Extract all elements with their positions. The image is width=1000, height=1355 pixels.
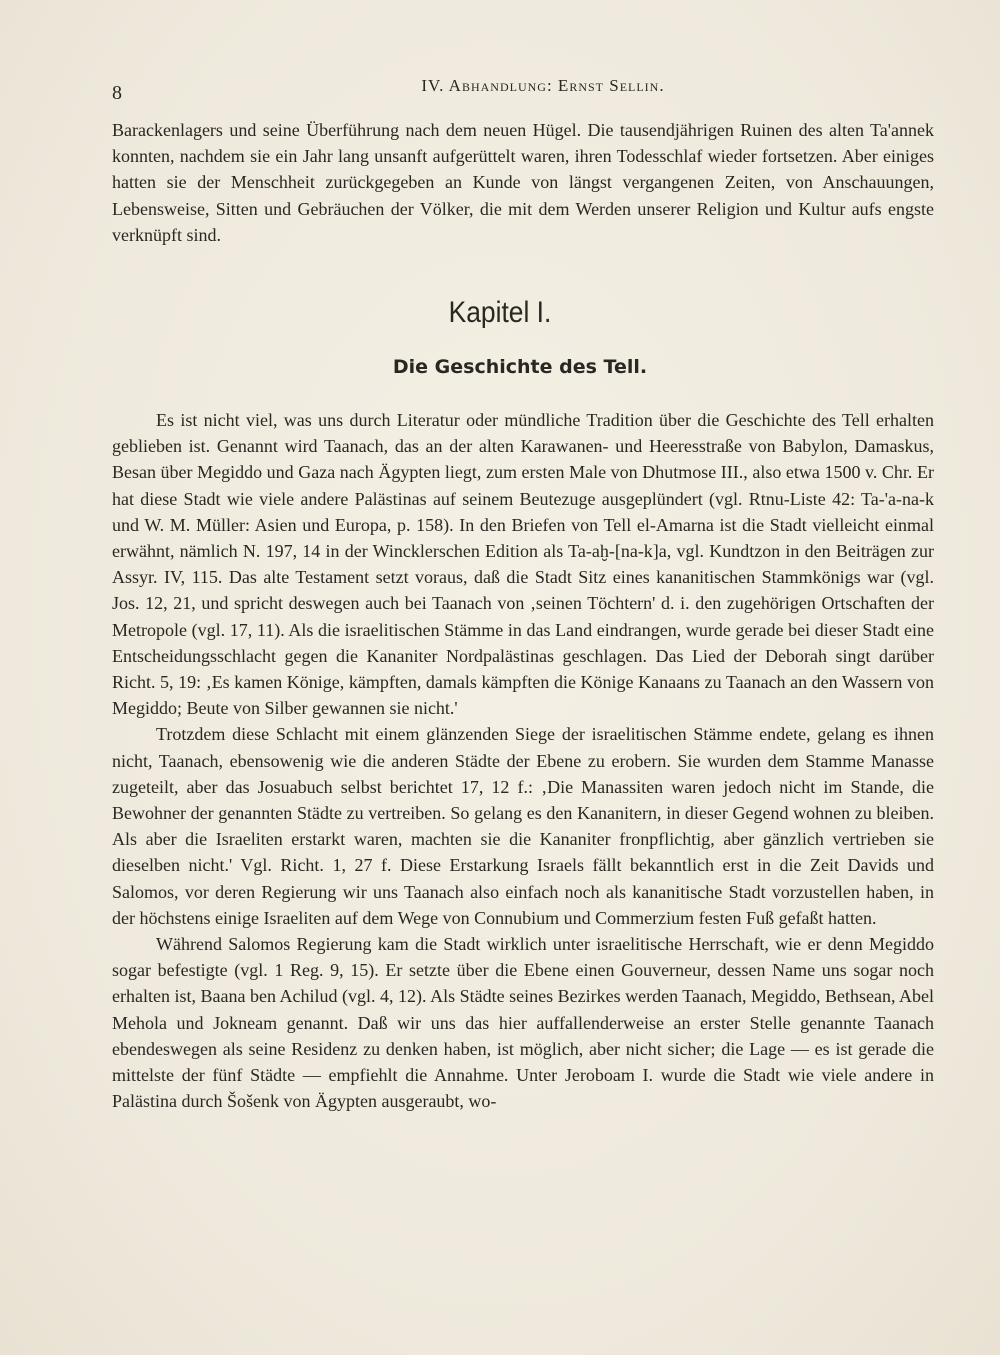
page-number: 8 xyxy=(112,82,122,104)
chapter-title: Kapitel I. xyxy=(448,296,552,329)
paragraph: Es ist nicht viel, was uns durch Literatur oder mündliche Tradition über die Geschichte des Tell erhalten geblieben ist. Genannt wird Taanach, das an der alten Karawanen- und Heeresstraße von Babylon, Damaskus, Besan über Megiddo und Gaza nach Ägypten liegt, zum ersten Male von Dhutmose III., also etwa 1500 v. Chr. Er hat diese Stadt wie viele andere Palästinas auf seinem Beutezuge ausgeplündert (vgl. Rtnu-Liste 42: Ta-'a-na-k und W. M. Müller: Asien und Europa, p. 158). In den Briefen von Tell el-Amarna ist die Stadt vielleicht einmal erwähnt, nämlich N. 197, 14 in der Wincklerschen Edition als Ta-aḫ-[na-k]a, vgl. Kundtzon in den Beiträgen zur Assyr. IV, 115. Das alte Testament setzt voraus, daß die Stadt Sitz eines kananitischen Stammkönigs war (vgl. Jos. 12, 21, und spricht deswegen auch bei Taanach von ‚seinen Töchtern' d. i. den zugehörigen Ortschaften der Metropole (vgl. 17, 11). Als die israelitischen Stämme in das Land eindrangen, wurde gerade bei dieser Stadt eine Entscheidungsschlacht gegen die Kananiter Nordpalästinas geschlagen. Das Lied der Deborah singt darüber Richt. 5, 19: ‚Es kamen Könige, kämpften, damals kämpften die Könige Kanaans zu Taanach an den Wassern von Megiddo; Beute von Silber gewannen sie nicht.' xyxy=(112,410,934,719)
intro-paragraph: Barackenlagers und seine Überführung nach dem neuen Hügel. Die tausendjährigen Ruinen des alten Ta'annek konnten, nachdem sie ein Jahr lang unsanft aufgerüttelt waren, ihren Todesschlaf wieder fortsetzen. Aber einiges hatten sie der Menschheit zurückgegeben an Kunde von längst vergangenen Zeiten, von Anschauungen, Lebensweise, Sitten und Gebräuchen der Völker, die mit dem Werden unserer Religion und Kultur aufs engste verknüpft sind. xyxy=(112,120,934,245)
intro-text xyxy=(112,117,934,248)
running-head: IV. Abhandlung: Ernst Sellin. xyxy=(421,76,665,95)
paragraph: Trotzdem diese Schlacht mit einem glänzenden Siege der israelitischen Stämme endete, gelang es ihnen nicht, Taanach, ebensowenig wie die anderen Städte der Ebene zu erobern. Sie wurden dem Stamme Manasse zugeteilt, aber das Josuabuch selbst berichtet 17, 12 f.: ‚Die Manassiten waren jedoch nicht im Stande, die Bewohner der genannten Städte zu vertreiben. So gelang es den Kananitern, in dieser Gegend wohnen zu bleiben. Als aber die Israeliten erstarkt waren, machten sie die Kananiter fronpflichtig, aber gänzlich vertrieben sie dieselben nicht.' Vgl. Richt. 1, 27 f. Diese Erstarkung Israels fällt bekanntlich erst in die Zeit Davids und Salomos, vor deren Regierung wir uns Taanach also einfach noch als kananitische Stadt vorzustellen haben, in der höchstens einige Israeliten auf dem Wege von Connubium und Commerzium festen Fuß gefaßt hatten. xyxy=(112,724,934,928)
body-text xyxy=(112,407,934,1114)
section-title: Die Geschichte des Tell. xyxy=(392,356,648,378)
paragraph: Während Salomos Regierung kam die Stadt wirklich unter israelitische Herrschaft, wie er denn Megiddo sogar befestigte (vgl. 1 Reg. 9, 15). Er setzte über die Ebene einen Gouverneur, dessen Name uns sogar noch erhalten ist, Baana ben Achilud (vgl. 4, 12). Als Städte seines Bezirkes werden Taanach, Megiddo, Bethsean, Abel Mehola und Jokneam genannt. Daß wir uns das hier auffallenderweise an erster Stelle genannte Taanach ebendeswegen als seine Residenz zu denken haben, ist möglich, aber nicht sicher; die Lage — es ist gerade die mittelste der fünf Städte — empfiehlt die Annahme. Unter Jeroboam I. wurde die Stadt wie viele andere in Palästina durch Šošenk von Ägypten ausgeraubt, wo- xyxy=(112,934,934,1112)
page-header xyxy=(112,76,934,102)
